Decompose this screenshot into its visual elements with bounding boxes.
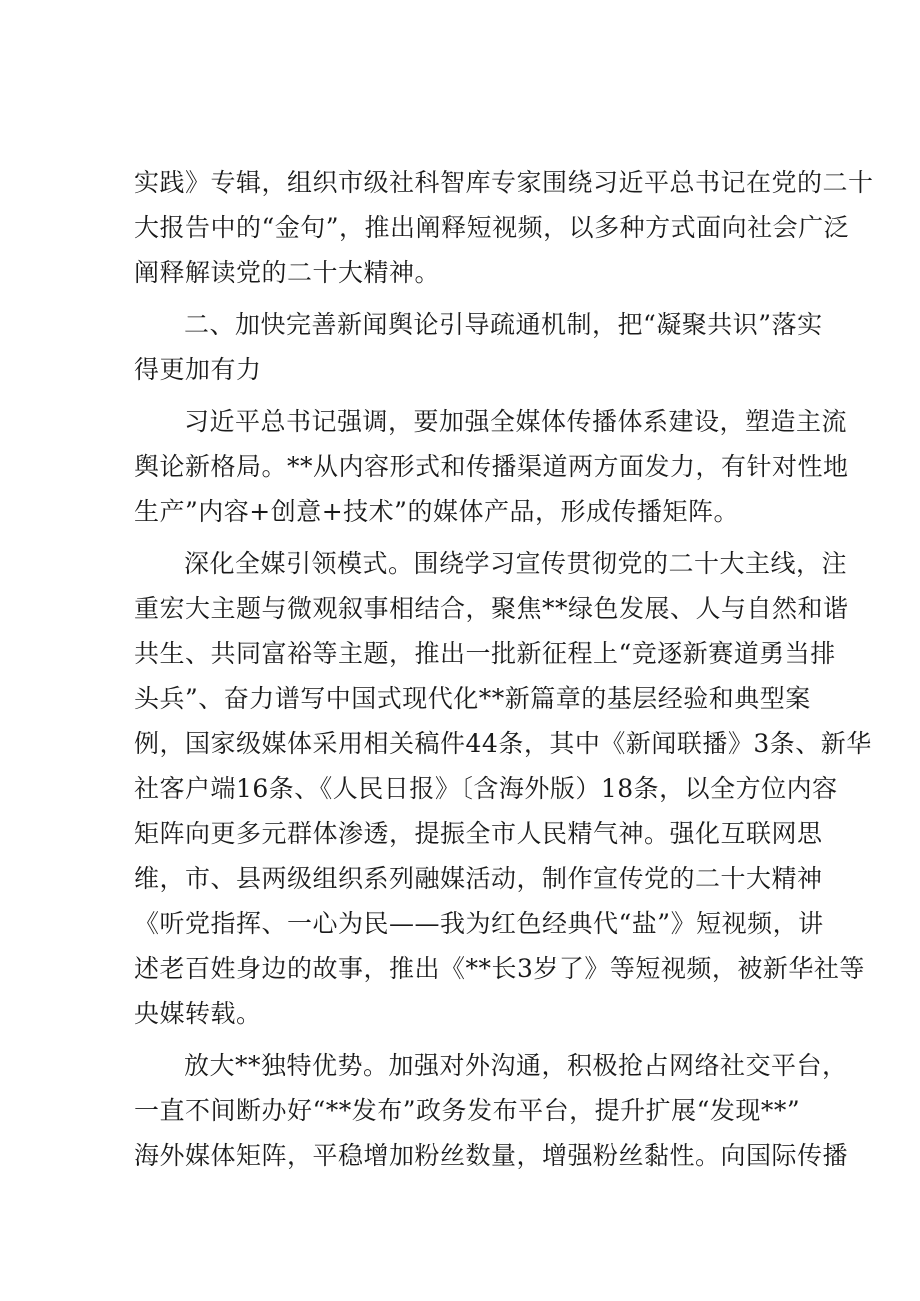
body-text-line: 矩阵向更多元群体渗透，提振全市人民精气神。强化互联网思 [134,819,823,848]
body-text-line: 一直不间断办好“**发布”政务发布平台，提升扩展“发现**” [134,1096,801,1125]
body-text-line: 共生、共同富裕等主题，推出一批新征程上“竞逐新赛道勇当排 [134,639,836,668]
body-text-line: 海外媒体矩阵，平稳增加粉丝数量，增强粉丝黏性。向国际传播 [134,1141,849,1170]
body-text-line: 头兵”、奋力谱写中国式现代化**新篇章的基层经验和典型案 [134,684,811,713]
section-heading-line: 二、加快完善新闻舆论引导疏通机制，把“凝聚共识”落实 [184,310,823,339]
section-heading-line: 得更加有力 [134,355,262,384]
body-text-line: 例，国家级媒体采用相关稿件44条，其中《新闻联播》3条、新华 [134,729,872,758]
body-text-line: 社客户端16条、《人民日报》〔含海外版）18条，以全方位内容 [134,774,838,803]
body-text-line: 述老百姓身边的故事，推出《**长3岁了》等短视频，被新华社等 [134,954,865,983]
body-text-line: 《听党指挥、一心为民——我为红色经典代“盐”》短视频，讲 [134,909,824,938]
body-text-line: 习近平总书记强调，要加强全媒体传播体系建设，塑造主流 [184,407,848,436]
body-text-line: 生产”内容+创意+技术”的媒体产品，形成传播矩阵。 [134,497,739,526]
body-text-line: 放大**独特优势。加强对外沟通，积极抢占网络社交平台， [184,1051,848,1080]
body-text-line: 维，市、县两级组织系列融媒活动，制作宣传党的二十大精神 [134,864,823,893]
body-text-line: 央媒转载。 [134,999,262,1028]
body-text-line: 阐释解读党的二十大精神。 [134,258,441,287]
body-text-line: 舆论新格局。**从内容形式和传播渠道两方面发力，有针对性地 [134,452,849,481]
body-text-line: 大报告中的“金句”，推出阐释短视频，以多种方式面向社会广泛 [134,213,850,242]
body-text-line: 实践》专辑，组织市级社科智库专家围绕习近平总书记在党的二十 [134,168,874,197]
body-text-line: 重宏大主题与微观叙事相结合，聚焦**绿色发展、人与自然和谐 [134,594,849,623]
body-text-line: 深化全媒引领模式。围绕学习宣传贯彻党的二十大主线，注 [184,549,848,578]
